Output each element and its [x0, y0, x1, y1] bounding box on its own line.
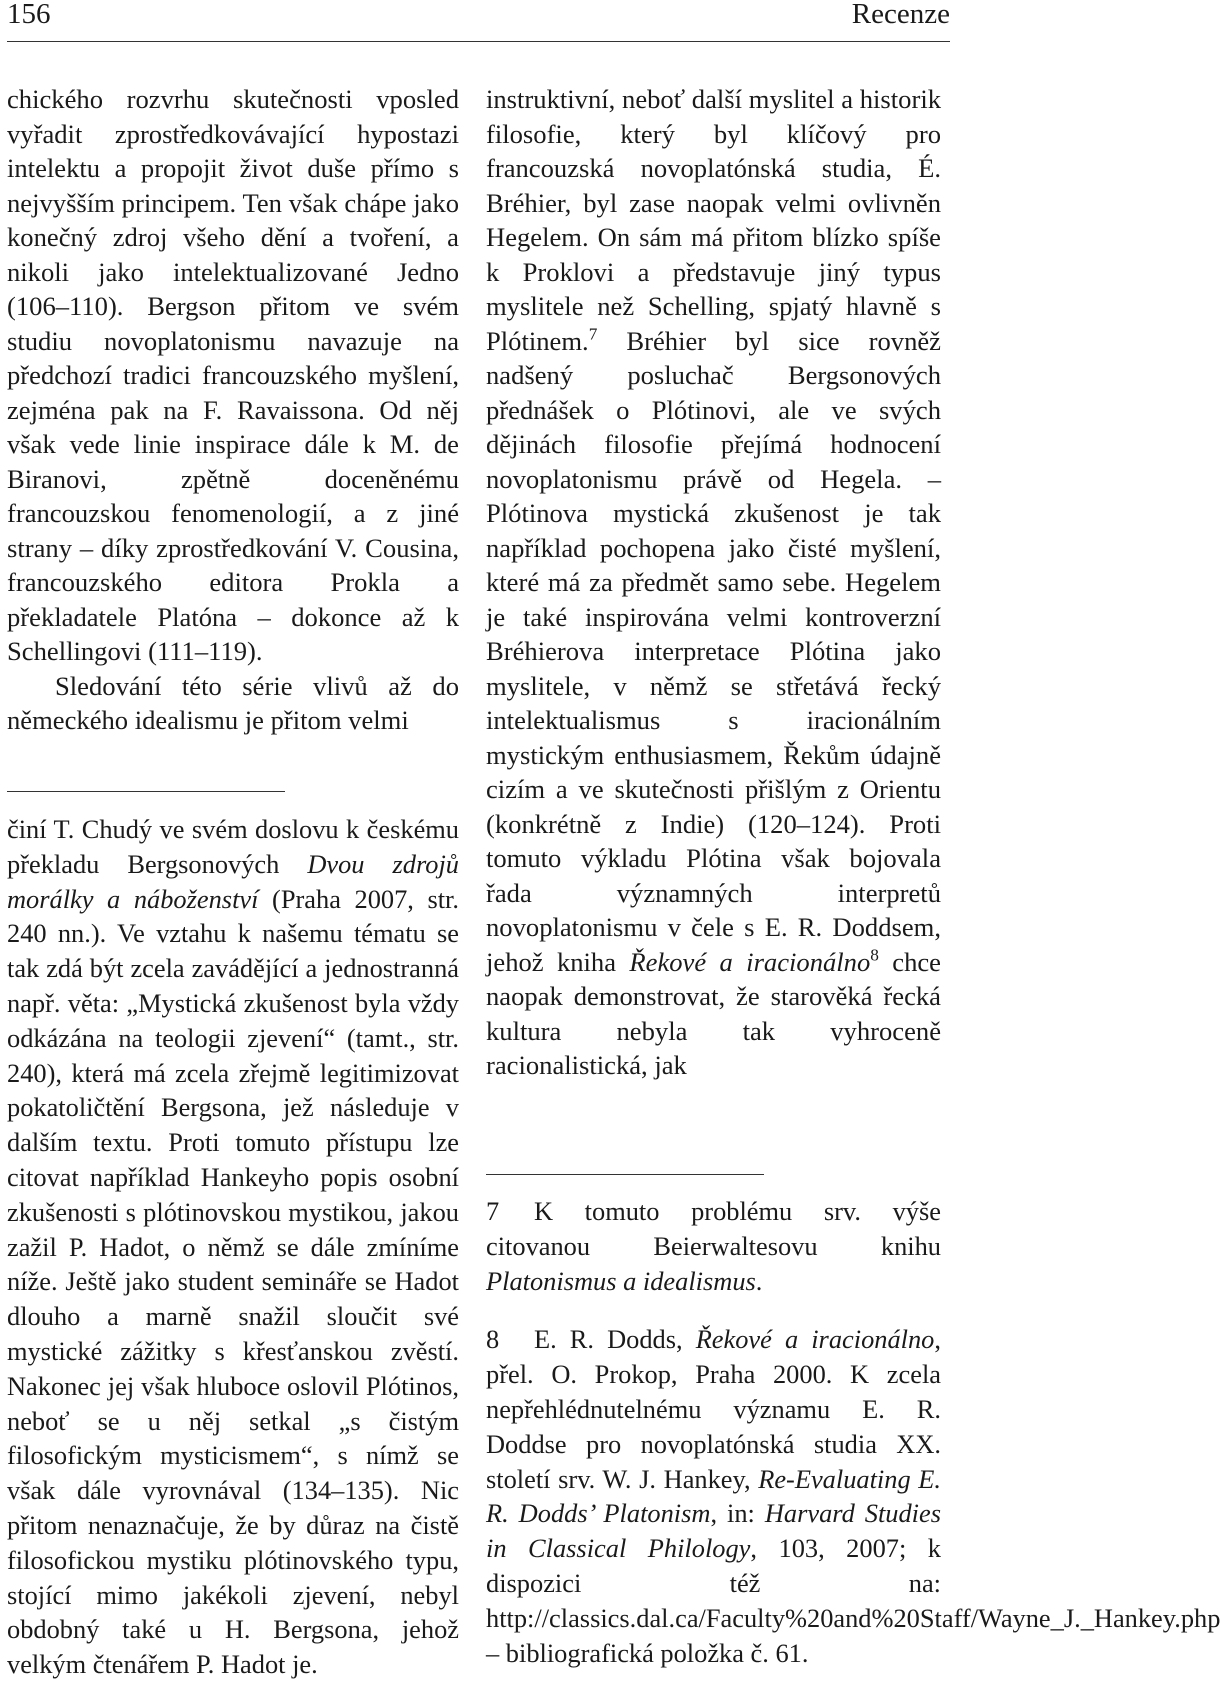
footnote-journal-title: Harvard Studies in Classical Philology: [486, 1498, 941, 1564]
header-rule: [7, 41, 950, 42]
footnote-7: [486, 1194, 941, 1298]
page-number: 156: [7, 0, 51, 30]
footnote-number: 7: [486, 1196, 500, 1226]
body-text: instruktivní, neboť další myslitel a historik filosofie, který byl klíčový pro francouzská novoplatónská studia, É. Bréhier, byl zase naopak velmi ovlivněn Hegelem. On sám má přitom blízko spíše k Proklovi a představuje jiný typus myslitele než Schelling, spjatý hlavně s Plótinem.: [486, 84, 941, 356]
footnote-text: , in:: [710, 1498, 765, 1529]
footnote-rule-left: [7, 791, 285, 792]
footnote-book-title: Dvou zdrojů morálky a náboženství: [7, 848, 459, 914]
footnote-text: , 103, 2007; k dispozici též na: http://classics.dal.ca/Faculty%20and%20Staff/Wayne_J._Hankey.php – bibliografická položka č. 61.: [486, 1533, 1220, 1668]
footnote-book-title: Řekové a iracionálno: [695, 1324, 935, 1355]
right-column: [486, 82, 941, 1083]
left-paragraph-2: Sledování této série vlivů až do německého idealismu je přitom velmi: [7, 670, 459, 735]
left-column: [7, 82, 459, 738]
footnote-rule-right: [486, 1174, 764, 1175]
footnote-continuation-text: [7, 812, 459, 1682]
footnote-continuation: [7, 812, 459, 1682]
book-title: Řekové a iracionálno: [629, 946, 871, 977]
footnote-text: (Praha 2007, str. 240 nn.). Ve vztahu k našemu tématu se tak zdá být zcela zavádějící a jednostranná např. věta: „Mystická zkušenost byla vždy odkázána na teologii zjevení“ (tamt., str. 240), která má zcela zřejmě legitimizovat pokatoličtění Bergsona, jež následuje v dalším textu. Proti tomuto přístupu lze citovat například Hankeyho popis osobní zkušenosti s plótinovskou mystikou, jakou zažil P. Hadot, o němž se dále zmíníme níže. Ještě jako student semináře se Hadot dlouho a marně snažil sloučit své mystické zážitky s křesťanskou zvěstí. Nakonec jej však hluboce oslovil Plótinos, neboť se u něj setkal „s čistým filosofickým mysticismem“, s nímž se však dále vyrovnával (134–135). Nic přitom nenaznačuje, že by důraz na čistě filosofickou mystiku plótinovského typu, stojící mimo jakékoli zjevení, nebyl obdobný také u H. Bergsona, jehož velkým čtenářem P. Hadot je.: [7, 883, 459, 1680]
body-text: Bréhier byl sice rovněž nadšený posluchač Bergsonových přednášek o Plótinovi, ale ve svých dějinách filosofie přejímá hodnocení novoplatonismu právě od Hegela. – Plótinova mystická zkušenost je tak například pochopena jako čisté myšlení, které má za předmět samo sebe. Hegelem je také inspirována velmi kontroverzní Bréhierova interpretace Plótina jako myslitele, v němž se střetává řecký intelektualismus s iracionálním mystickým enthusiasmem, Řekům údajně cizím a ve skutečnosti přišlým z Orientu (konkrétně z Indie) (120–124). Proti tomuto výkladu Plótina však bojovala řada významných interpretů novoplatonismu v čele s E. R. Doddsem, jehož kniha: [486, 325, 941, 977]
footnote-number: 8: [486, 1324, 500, 1355]
body-text: chce naopak demonstrovat, že starověká řecká kultura nebyla tak vyhroceně racionalistická, jak: [486, 946, 941, 1080]
footnote-8: [486, 1322, 1220, 1670]
footnotes-right: [486, 1194, 1220, 1670]
footnote-ref-8: 8: [870, 945, 879, 965]
footnote-text: K tomuto problému srv. výše citovanou Beierwaltesovu knihu: [486, 1196, 941, 1261]
footnote-text: , přel. O. Prokop, Praha 2000. K zcela nepřehlédnutelnému významu E. R. Doddse pro novoplatónská studia XX. století srv. W. J. Hankey,: [486, 1324, 941, 1494]
footnote-text: E. R. Dodds,: [534, 1324, 696, 1355]
footnote-ref-7: 7: [588, 324, 598, 344]
right-paragraph-1: [486, 82, 941, 1083]
footnote-article-title: Re-Evaluating E. R. Dodds’ Platonism: [486, 1463, 941, 1529]
footnote-text: .: [755, 1265, 763, 1296]
running-header: [7, 0, 950, 44]
left-paragraph-1: chického rozvrhu skutečnosti vposled vyřadit zprostředkovávající hypostazi intelektu a propojit život duše přímo s nejvyšším principem. Ten však chápe jako konečný zdroj všeho dění a tvoření, a nikoli jako intelektualizované Jedno (106–110). Bergson přitom ve svém studiu novoplatonismu navazuje na předchozí tradici francouzského myšlení, zejména pak na F. Ravaissona. Od něj však vede linie inspirace dále k M. de Biranovi, zpětně doceněnému francouzskou fenomenologií, a z jiné strany – díky zprostředkování V. Cousina, francouzského editora Prokla a překladatele Platóna – dokonce až k Schellingovi (111–119).: [7, 84, 459, 666]
footnote-book-title: Platonismus a idealismus: [486, 1265, 756, 1296]
section-title: Recenze: [851, 0, 950, 30]
footnote-text: činí T. Chudý ve svém doslovu k českému překladu Bergsonových: [7, 814, 459, 879]
